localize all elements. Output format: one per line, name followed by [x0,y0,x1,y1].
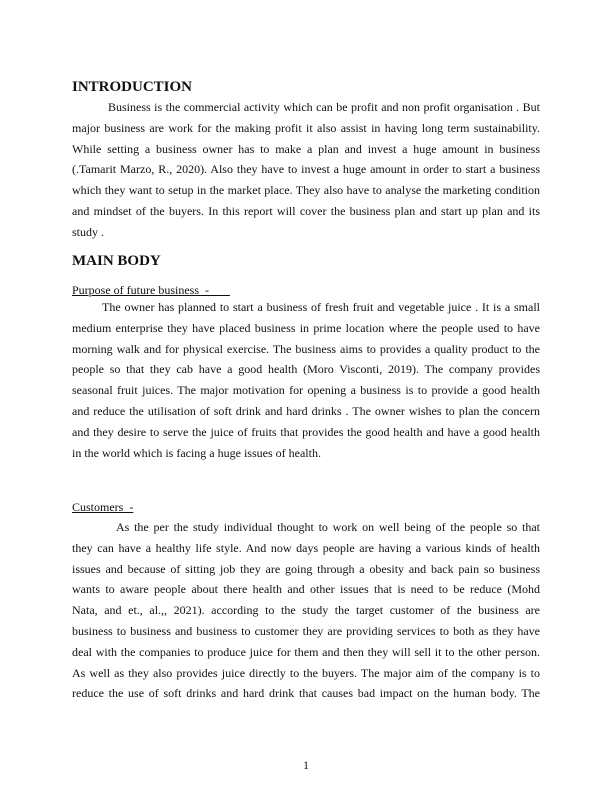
text-line: morning walk and for physical exercise. The business aims to provides a quality product to the [72,341,540,356]
text-line: people so that they cab have a good health (Moro Visconti, 2019). The company provides [72,362,540,377]
main-body-heading: MAIN BODY [72,253,161,269]
text-line: which they want to setup in the market place. They also have to analyse the marketing condition [72,183,540,198]
text-line: reduce the use of soft drinks and hard drink that causes bad impact on the human body. The [72,686,540,701]
text-line: The owner has planned to start a business of fresh fruit and vegetable juice . It is a small [102,300,540,314]
text-line: and they desire to serve the juice of fruits that provides the good health and have a good health [72,424,540,439]
introduction-paragraph [72,97,540,243]
text-line: While setting a business owner has to make a plan and invest a huge amount in business [72,141,540,156]
text-line: As the per the study individual thought to work on well being of the people so that [116,520,540,534]
text-line: business to business and business to customer they are providing services to both as they have [72,623,540,638]
text-line: in the world which is facing a huge issues of health. [72,445,321,460]
text-line: and reduce the utilisation of soft drink and hard drinks . The owner wishes to plan the concern [72,403,540,418]
text-line: and mindset of the buyers. In this report will cover the business plan and start up plan and its [72,203,540,218]
text-line: study . [72,224,105,239]
text-line: (.Tamarit Marzo, R., 2020). Also they have to invest a huge amount in order to start a business [72,162,540,177]
page-number: 1 [303,758,309,772]
text-line: Business is the commercial activity which can be profit and non profit organisation . But [108,100,540,114]
text-line: As well as they also provides juice directly to the buyers. The major aim of the company is to [72,665,540,680]
purpose-subheading: Purpose of future business - [72,283,230,297]
customers-paragraph [72,517,540,704]
text-line: issues and because of sitting job they are going through a obesity and back pain so business [72,561,540,576]
customers-subheading: Customers - [72,500,134,514]
text-line: they can have a healthy life style. And now days people are having a various kinds of health [72,540,540,555]
text-line: deal with the companies to produce juice for them and then they will sell it to the other person. [72,644,540,659]
introduction-heading: INTRODUCTION [72,79,193,95]
text-line: major business are work for the making profit it also assist in having long term sustainability. [72,120,540,135]
text-line: wants to aware people about there health and other issues that is need to be reduce (Mohd [72,582,540,597]
text-line: medium enterprise they have placed business in prime location where the people used to have [72,320,540,335]
text-line: seasonal fruit juices. The major motivation for opening a business is to provide a good health [72,383,540,398]
purpose-paragraph [72,297,540,463]
text-line: Nata, and et., al.,, 2021). according to the study the target customer of the business are [72,603,540,618]
